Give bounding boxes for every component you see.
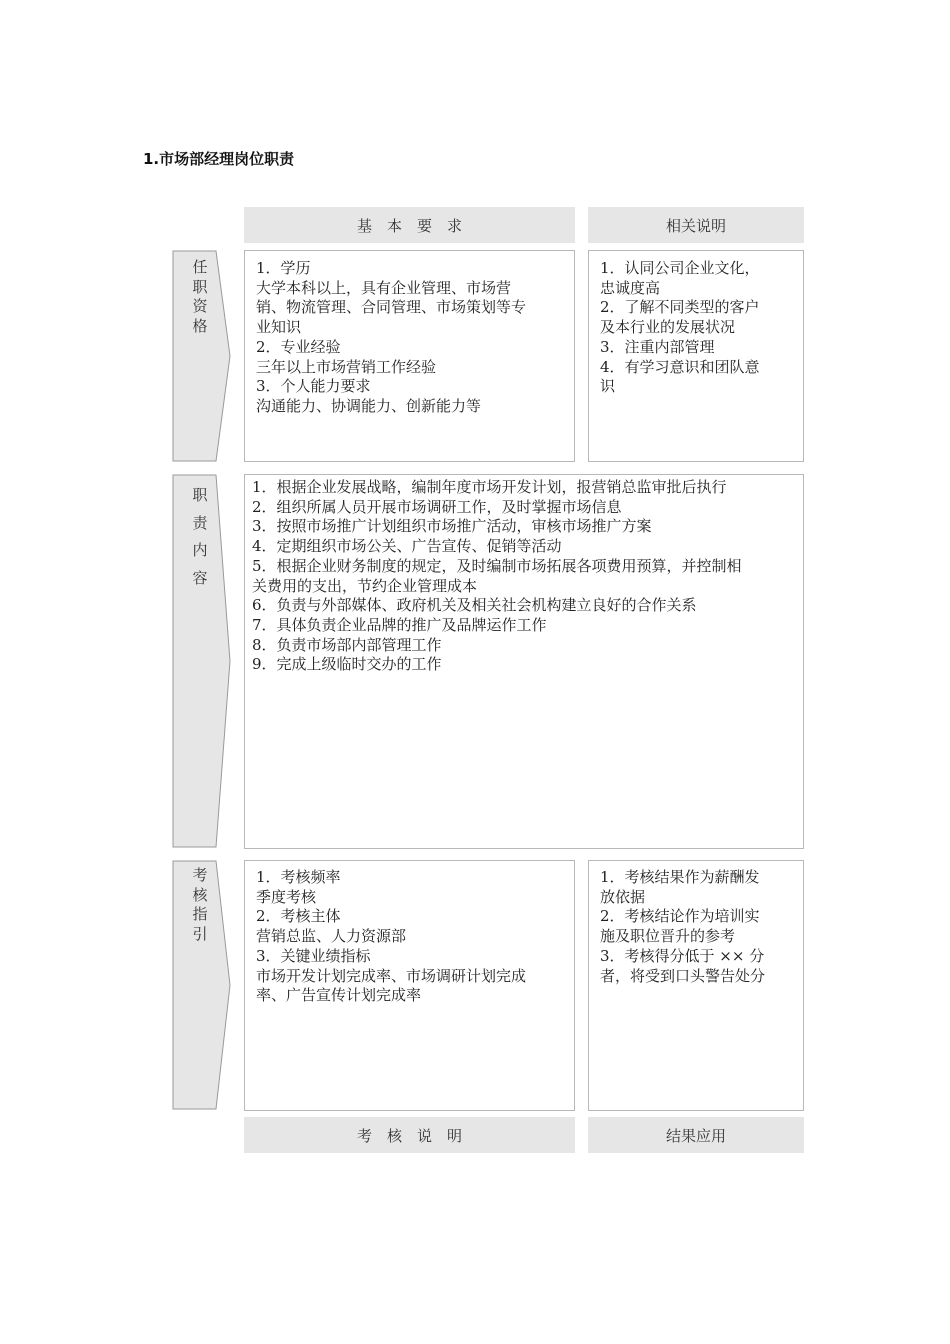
text-line: 3．注重内部管理 [600,337,715,356]
page-title: 1.市场部经理岗位职责 [143,150,295,168]
text-line: 业知识 [256,318,302,337]
text-line: 6．负责与外部媒体、政府机关及相关社会机构建立良好的合作关系 [252,596,697,615]
header-result-application: 结果应用 [588,1117,804,1153]
text-line: 4．有学习意识和团队意 [600,357,760,376]
text-line: 忠诚度高 [600,278,661,297]
duties-box [244,474,804,849]
text-line: 7．具体负责企业品牌的推广及品牌运作工作 [252,615,547,634]
text-line: 3．关键业绩指标 [256,946,371,965]
text-line: 3．按照市场推广计划组织市场推广活动，审核市场推广方案 [252,517,652,536]
text-line: 率、广告宣传计划完成率 [256,986,422,1005]
header-related-notes: 相关说明 [588,207,804,243]
text-line: 2．专业经验 [256,337,341,356]
section-label-qualification [172,250,232,462]
qualification-notes-box [588,250,804,462]
text-line: 2．了解不同类型的客户 [600,298,760,317]
text-line: 大学本科以上，具有企业管理、市场营 [256,278,512,297]
text-line: 3．个人能力要求 [256,377,371,396]
section-label-text: 任 职 资 格 [192,258,208,335]
text-line: 者，将受到口头警告处分 [600,966,766,985]
text-line: 1．考核频率 [256,868,341,886]
text-line: 9．完成上级临时交办的工作 [252,655,442,674]
text-line: 市场开发计划完成率、市场调研计划完成 [256,966,527,985]
text-line: 销、物流管理、合同管理、市场策划等专 [256,298,527,317]
text-line: 三年以上市场营销工作经验 [256,357,437,376]
assessment-description-box [244,860,575,1111]
header-basic-requirements: 基 本 要 求 [244,207,575,243]
text-line: 施及职位晋升的参考 [600,927,736,946]
section-label-text: 考 核 指 引 [192,866,208,943]
text-line: 4．定期组织市场公关、广告宣传、促销等活动 [252,537,562,556]
text-line: 识 [600,377,616,396]
text-line: 5．根据企业财务制度的规定，及时编制市场拓展各项费用预算，并控制相 [252,556,742,575]
text-line: 1．考核结果作为薪酬发 [600,868,760,886]
text-line: 3．考核得分低于 ×× 分 [600,946,765,965]
header-assessment-description: 考 核 说 明 [244,1117,575,1153]
qualification-requirements-box [244,250,575,462]
text-line: 1．根据企业发展战略，编制年度市场开发计划，报营销总监审批后执行 [252,478,727,496]
text-line: 2．考核结论作为培训实 [600,907,760,926]
text-line: 2．组织所属人员开展市场调研工作，及时掌握市场信息 [252,497,622,516]
text-line: 2．考核主体 [256,907,341,926]
text-line: 关费用的支出，节约企业管理成本 [252,576,478,595]
text-line: 沟通能力、协调能力、创新能力等 [256,396,482,415]
text-line: 1．学历 [256,259,311,277]
text-line: 1．认同公司企业文化， [600,259,760,277]
section-label-text: 职 责 内 容 [192,486,208,587]
text-line: 营销总监、人力资源部 [256,927,407,946]
section-label-assessment [172,860,232,1110]
text-line: 放依据 [600,887,646,906]
assessment-results-box [588,860,804,1111]
text-line: 及本行业的发展状况 [600,318,736,337]
text-line: 季度考核 [256,887,317,906]
section-label-duties [172,474,232,848]
text-line: 8．负责市场部内部管理工作 [252,635,442,654]
